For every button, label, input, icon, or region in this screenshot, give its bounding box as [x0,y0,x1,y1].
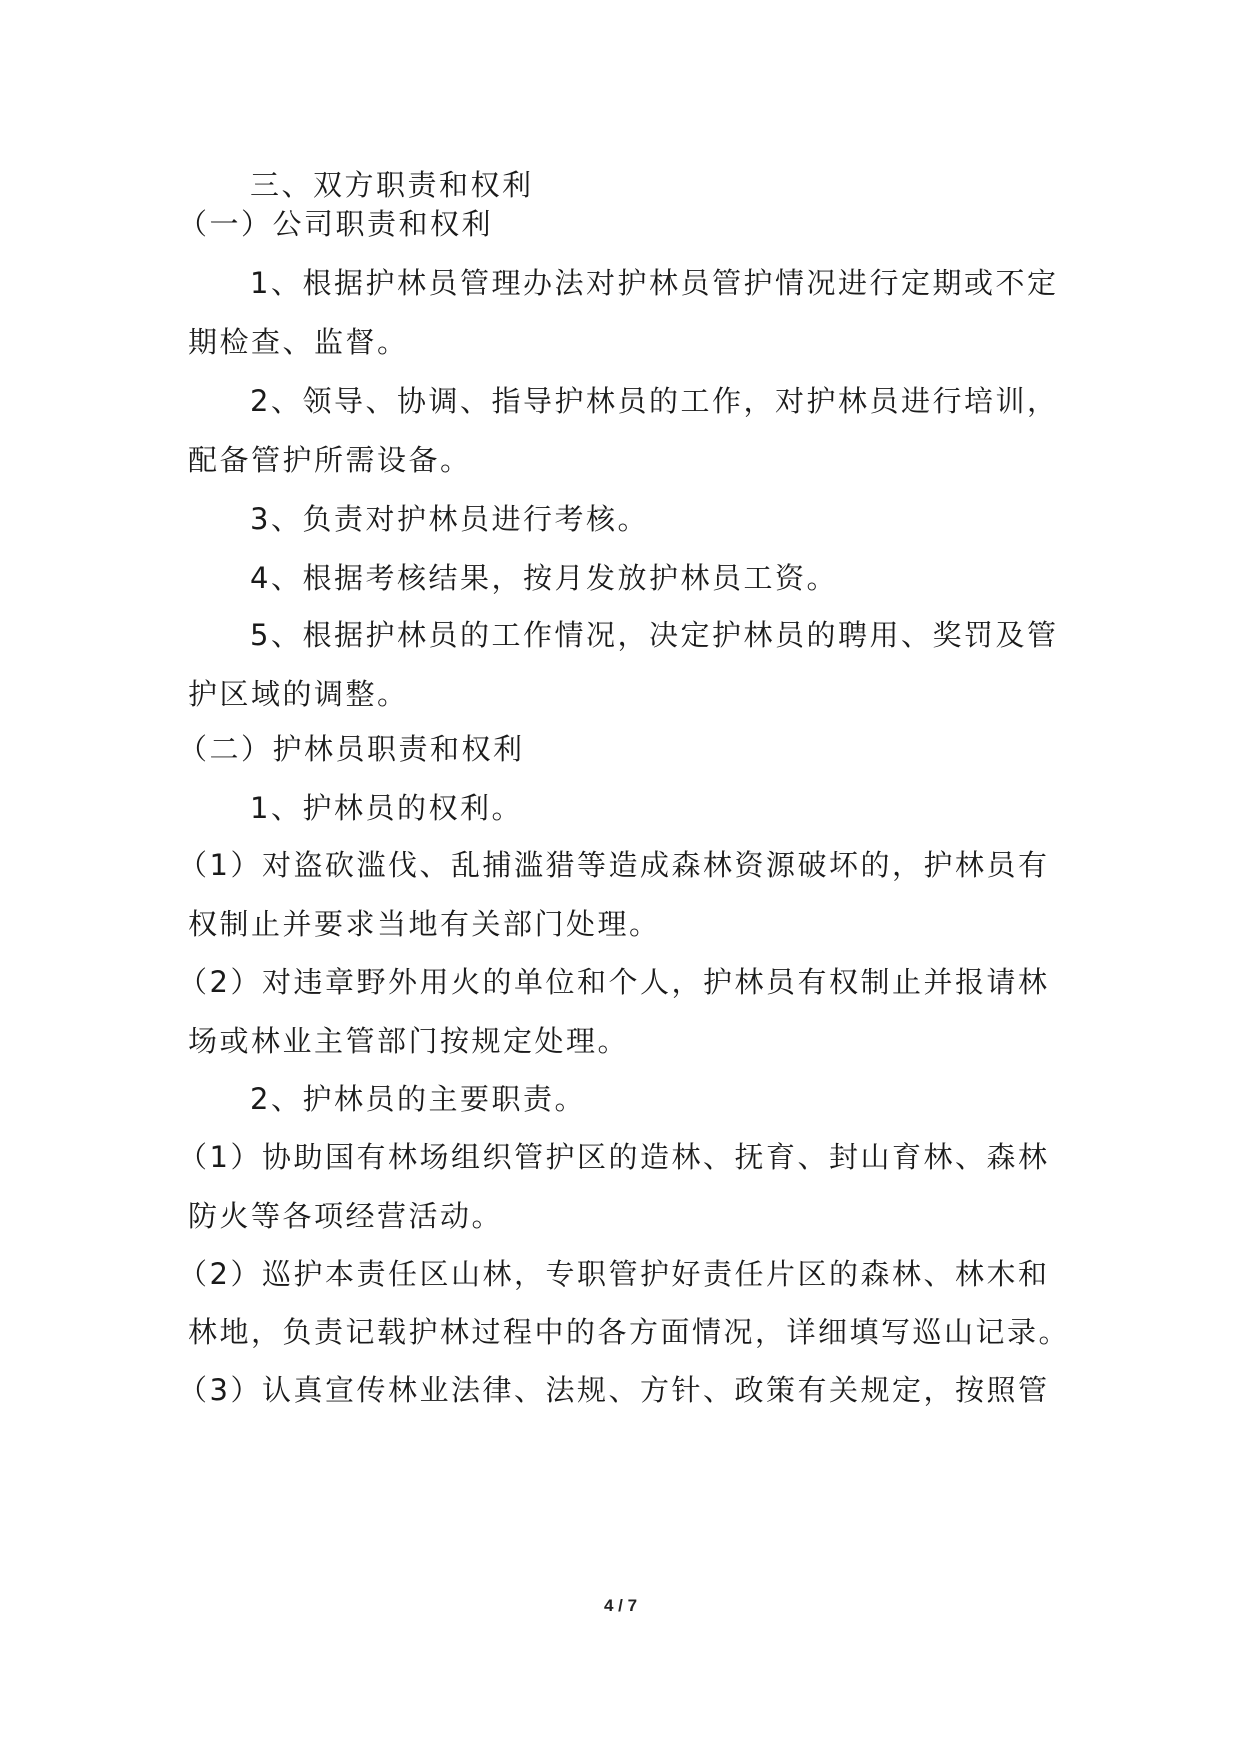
subsection-heading: （二）护林员职责和权利 [178,732,525,766]
paragraph-line: 5、根据护林员的工作情况，决定护林员的聘用、奖罚及管 [250,618,1059,652]
paragraph-line: 林地，负责记载护林过程中的各方面情况，详细填写巡山记录。 [188,1315,1071,1349]
paragraph-line: 2、护林员的主要职责。 [250,1082,586,1116]
paragraph-line: 期检查、监督。 [188,325,409,359]
paragraph-line: 护区域的调整。 [188,677,409,711]
paragraph-line: 4、根据考核结果，按月发放护林员工资。 [250,561,838,595]
paragraph-line: 1、根据护林员管理办法对护林员管护情况进行定期或不定 [250,266,1059,300]
paragraph-line: 3、负责对护林员进行考核。 [250,502,649,536]
paragraph-line: （1）协助国有林场组织管护区的造林、抚育、封山育林、森林 [178,1140,1050,1174]
paragraph-line: 权制止并要求当地有关部门处理。 [188,907,661,941]
paragraph-line: （3）认真宣传林业法律、法规、方针、政策有关规定，按照管 [178,1373,1050,1407]
paragraph-line: 防火等各项经营活动。 [188,1199,504,1233]
paragraph-line: 场或林业主管部门按规定处理。 [188,1024,630,1058]
paragraph-line: （1）对盗砍滥伐、乱捕滥猎等造成森林资源破坏的，护林员有 [178,848,1050,882]
paragraph-line: （2）对违章野外用火的单位和个人，护林员有权制止并报请林 [178,965,1050,999]
page-number: 4 / 7 [603,1596,638,1615]
section-heading: 三、双方职责和权利 [250,168,534,202]
paragraph-line: 2、领导、协调、指导护林员的工作，对护林员进行培训， [250,384,1059,418]
subsection-heading: （一）公司职责和权利 [178,207,494,241]
paragraph-line: 1、护林员的权利。 [250,791,523,825]
paragraph-line: 配备管护所需设备。 [188,443,472,477]
paragraph-line: （2）巡护本责任区山林，专职管护好责任片区的森林、林木和 [178,1257,1050,1291]
